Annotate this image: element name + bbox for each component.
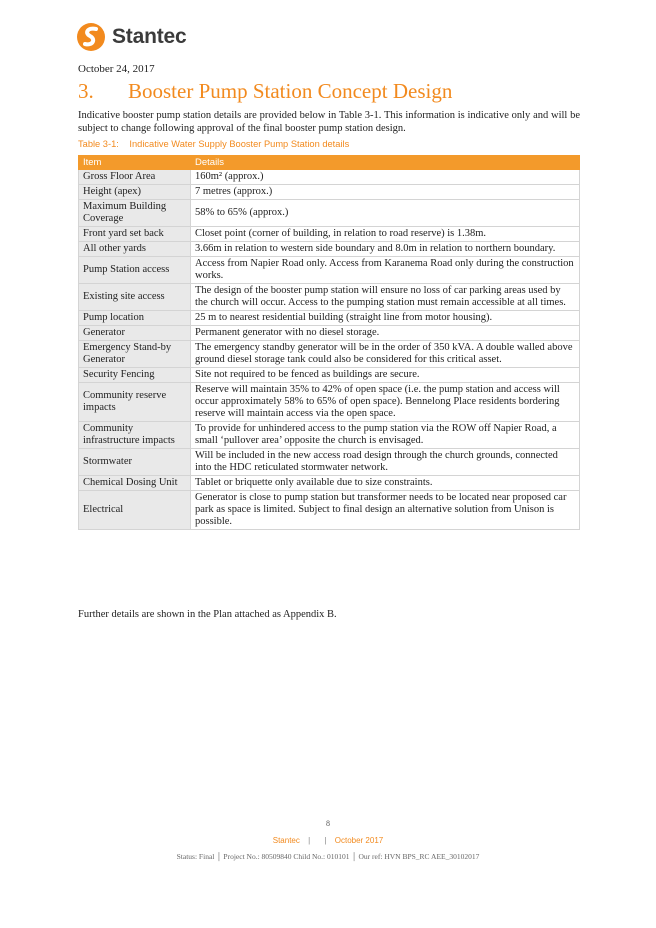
row-item: Community reserve impacts xyxy=(79,383,191,422)
row-item: Front yard set back xyxy=(79,227,191,242)
document-date: October 24, 2017 xyxy=(78,63,155,75)
table-row xyxy=(79,368,580,383)
section-title: Booster Pump Station Concept Design xyxy=(128,79,453,103)
row-details: The emergency standby generator will be in the order of 350 kVA. A double walled above ground diesel storage tank could also be considered for this critical asset. xyxy=(191,341,580,368)
table-row xyxy=(79,422,580,449)
table-row xyxy=(79,476,580,491)
row-item: Chemical Dosing Unit xyxy=(79,476,191,491)
table-row xyxy=(79,326,580,341)
table-caption-label: Table 3-1: xyxy=(78,139,119,149)
table-header-row xyxy=(79,156,580,170)
row-details: 7 metres (approx.) xyxy=(191,185,580,200)
booster-pump-details-table xyxy=(78,155,580,530)
table-caption xyxy=(78,139,349,149)
row-details: 25 m to nearest residential building (straight line from motor housing). xyxy=(191,311,580,326)
row-details: 58% to 65% (approx.) xyxy=(191,200,580,227)
table-row xyxy=(79,257,580,284)
page-number: 8 xyxy=(326,819,330,828)
table-row xyxy=(79,383,580,422)
row-details: Generator is close to pump station but transformer needs to be located near proposed car park as space is limited. Subject to final design an alternative solution from Unison is possible. xyxy=(191,491,580,530)
table-row xyxy=(79,341,580,368)
row-details: 3.66m in relation to western side boundary and 8.0m in relation to northern boundary. xyxy=(191,242,580,257)
table-caption-title: Indicative Water Supply Booster Pump Station details xyxy=(129,139,350,149)
row-item: Existing site access xyxy=(79,284,191,311)
table-row xyxy=(79,491,580,530)
row-item: Security Fencing xyxy=(79,368,191,383)
table-row xyxy=(79,227,580,242)
footer-date: October 2017 xyxy=(334,836,384,845)
row-details: Reserve will maintain 35% to 42% of open space (i.e. the pump station and access will occur approximately 58% to 65% of open space). Bennelong Place residents bordering reserve will maintain access via the open space. xyxy=(191,383,580,422)
footer-separator: | xyxy=(308,836,311,845)
row-item: Height (apex) xyxy=(79,185,191,200)
row-details: 160m² (approx.) xyxy=(191,170,580,185)
row-item: Pump Station access xyxy=(79,257,191,284)
brand-name: Stantec xyxy=(112,25,187,48)
footer-separator: | xyxy=(324,836,327,845)
closing-paragraph: Further details are shown in the Plan attached as Appendix B. xyxy=(78,609,337,620)
row-details: The design of the booster pump station will ensure no loss of car parking areas used by the church will occur. Access to the pumping station must remain accessible at all times. xyxy=(191,284,580,311)
header-details: Details xyxy=(191,156,580,170)
row-item: Stormwater xyxy=(79,449,191,476)
row-details: Tablet or briquette only available due to size constraints. xyxy=(191,476,580,491)
table-row xyxy=(79,284,580,311)
section-heading xyxy=(78,79,452,104)
row-item: Pump location xyxy=(79,311,191,326)
row-item: All other yards xyxy=(79,242,191,257)
row-item: Generator xyxy=(79,326,191,341)
section-number: 3. xyxy=(78,79,94,103)
table-row xyxy=(79,170,580,185)
row-details: Site not required to be fenced as buildings are secure. xyxy=(191,368,580,383)
row-details: To provide for unhindered access to the pump station via the ROW off Napier Road, a small ‘pullover area’ opposite the church is envisaged. xyxy=(191,422,580,449)
table-row xyxy=(79,449,580,476)
stantec-logo-icon xyxy=(76,21,106,53)
row-item: Community infrastructure impacts xyxy=(79,422,191,449)
table-row xyxy=(79,185,580,200)
table-row xyxy=(79,311,580,326)
intro-paragraph: Indicative booster pump station details are provided below in Table 3-1. This information is indicative only and will be subject to change following approval of the final booster pump station design. xyxy=(78,110,580,134)
row-details: Closet point (corner of building, in relation to road reserve) is 1.38m. xyxy=(191,227,580,242)
row-item: Maximum Building Coverage xyxy=(79,200,191,227)
footer-brand-line xyxy=(0,836,656,845)
footer-brand: Stantec xyxy=(272,836,300,845)
row-item: Gross Floor Area xyxy=(79,170,191,185)
row-item: Emergency Stand-by Generator xyxy=(79,341,191,368)
header-item: Item xyxy=(79,156,191,170)
row-details: Will be included in the new access road design through the church grounds, connected into the HDC reticulated stormwater network. xyxy=(191,449,580,476)
table-row xyxy=(79,242,580,257)
footer-status-line: Status: Final │ Project No.: 80509840 Child No.: 010101 │ Our ref: HVN BPS_RC AEE_30102017 xyxy=(176,852,480,861)
table-row xyxy=(79,200,580,227)
stantec-logo xyxy=(76,20,186,54)
row-details: Permanent generator with no diesel storage. xyxy=(191,326,580,341)
row-details: Access from Napier Road only. Access from Karanema Road only during the construction works. xyxy=(191,257,580,284)
row-item: Electrical xyxy=(79,491,191,530)
